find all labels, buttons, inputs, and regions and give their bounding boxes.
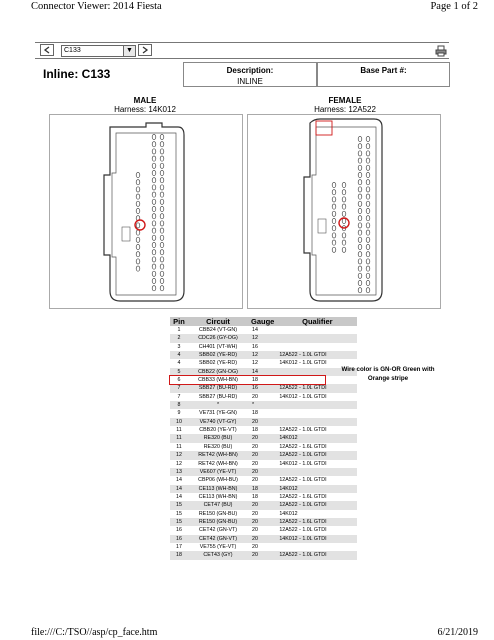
connector-pin	[358, 280, 362, 285]
connector-toolbar	[35, 42, 449, 59]
connector-pin	[332, 190, 336, 195]
circuit-column-header: Circuit	[188, 317, 248, 326]
chevron-down-icon[interactable]: ▼	[123, 46, 135, 56]
connector-pin	[366, 266, 370, 271]
connector-pin	[358, 151, 362, 156]
connector-pin	[136, 187, 140, 192]
connector-pin	[160, 156, 164, 161]
qualifier-cell	[277, 401, 357, 409]
table-row	[170, 426, 357, 434]
connector-pin	[152, 235, 156, 240]
connector-pin	[358, 223, 362, 228]
circuit-cell: RE320 (BU)	[188, 443, 248, 451]
pin-cell: 14	[170, 493, 188, 501]
connector-pin	[366, 180, 370, 185]
connector-pin	[160, 242, 164, 247]
pin-cell: 8	[170, 401, 188, 409]
connector-pin	[152, 286, 156, 291]
gauge-cell: 20	[248, 451, 277, 459]
qualifier-cell: 14K012	[277, 485, 357, 493]
connector-pin	[160, 286, 164, 291]
connector-pin	[342, 204, 346, 209]
connector-pin	[160, 142, 164, 147]
circuit-cell: *	[188, 401, 248, 409]
male-connector-panel	[49, 114, 243, 309]
connector-pin	[342, 233, 346, 238]
table-row	[170, 468, 357, 476]
circuit-cell: VE607 (YE-VT)	[188, 468, 248, 476]
pin-cell: 15	[170, 510, 188, 518]
connector-pin	[358, 259, 362, 264]
connector-pin	[342, 190, 346, 195]
connector-pin	[152, 185, 156, 190]
pin-cell: 9	[170, 409, 188, 417]
connector-pin	[136, 237, 140, 242]
connector-pin	[366, 223, 370, 228]
pin-cell: 2	[170, 334, 188, 342]
connector-pin	[160, 149, 164, 154]
gauge-cell: 20	[248, 434, 277, 442]
table-row	[170, 343, 357, 351]
connector-pin	[366, 273, 370, 278]
gauge-cell: 20	[248, 393, 277, 401]
connector-pin	[152, 199, 156, 204]
connector-pin	[358, 180, 362, 185]
connector-info-row	[35, 62, 449, 86]
connector-pin	[160, 228, 164, 233]
connector-pin	[332, 233, 336, 238]
connector-pin	[358, 158, 362, 163]
circuit-cell: RE150 (GN-BU)	[188, 510, 248, 518]
connector-pin	[136, 194, 140, 199]
connector-pin	[152, 142, 156, 147]
connector-pin	[358, 244, 362, 249]
gauge-cell: 18	[248, 409, 277, 417]
connector-pin	[358, 194, 362, 199]
table-row	[170, 510, 357, 518]
qualifier-column-header: Qualifier	[277, 317, 357, 326]
qualifier-cell: 12A522 - 1.0L GTDI	[277, 451, 357, 459]
connector-pin	[152, 250, 156, 255]
circuit-cell: CBB20 (YE-VT)	[188, 426, 248, 434]
table-row	[170, 418, 357, 426]
circuit-cell: CBP06 (WH-BU)	[188, 476, 248, 484]
table-row	[170, 443, 357, 451]
pin-cell: 13	[170, 468, 188, 476]
connector-pin	[152, 178, 156, 183]
gauge-cell: 16	[248, 384, 277, 392]
table-row	[170, 518, 357, 526]
connector-pin	[136, 201, 140, 206]
base-part-cell	[317, 62, 450, 87]
circuit-cell: SBB27 (BU-RD)	[188, 384, 248, 392]
connector-pin	[160, 250, 164, 255]
table-row	[170, 526, 357, 534]
circuit-cell: RE150 (GN-BU)	[188, 518, 248, 526]
connector-pin	[358, 165, 362, 170]
table-row	[170, 384, 357, 392]
connector-pin	[152, 242, 156, 247]
pin-cell: 4	[170, 351, 188, 359]
connector-pin	[160, 163, 164, 168]
connector-pin	[366, 187, 370, 192]
qualifier-cell: 12A522 - 1.6L GTDI	[277, 518, 357, 526]
male-connector-diagram	[50, 115, 242, 308]
connector-pin	[358, 288, 362, 293]
pin-cell: 11	[170, 426, 188, 434]
connector-pin	[160, 271, 164, 276]
connector-pin	[358, 172, 362, 177]
qualifier-cell: 14K012	[277, 434, 357, 442]
arrow-right-icon[interactable]	[138, 44, 152, 56]
description-label: Description:	[226, 66, 274, 75]
circuit-cell: CET42 (GN-VT)	[188, 526, 248, 534]
connector-pin	[358, 237, 362, 242]
connector-pin	[358, 201, 362, 206]
connector-select[interactable]	[61, 45, 136, 57]
connector-pin	[136, 244, 140, 249]
qualifier-cell: 12A522 - 1.0L GTDI	[277, 501, 357, 509]
qualifier-cell: 14K012 - 1.0L GTDI	[277, 535, 357, 543]
female-label: FEMALE	[328, 96, 362, 105]
pin-cell: 3	[170, 343, 188, 351]
qualifier-cell	[277, 343, 357, 351]
table-row	[170, 535, 357, 543]
connector-pin	[152, 264, 156, 269]
pin-cell: 11	[170, 434, 188, 442]
gauge-cell: 16	[248, 343, 277, 351]
connector-pin	[152, 214, 156, 219]
gauge-cell: 20	[248, 468, 277, 476]
qualifier-cell: 12A522 - 1.0L GTDI	[277, 476, 357, 484]
circuit-cell: RE320 (BU)	[188, 434, 248, 442]
connector-pin	[160, 170, 164, 175]
printer-icon[interactable]	[435, 44, 447, 56]
wire-color-note: Wire color is GN-OR Green with Orange stripe	[341, 366, 435, 382]
circuit-cell: CE113 (WH-BN)	[188, 485, 248, 493]
table-row	[170, 493, 357, 501]
male-header	[70, 96, 220, 114]
connector-pin	[160, 199, 164, 204]
qualifier-cell: 12A522 - 1.6L GTDI	[277, 443, 357, 451]
inline-title: Inline: C133	[43, 67, 111, 81]
circuit-cell: CET42 (GN-VT)	[188, 535, 248, 543]
pin-cell: 11	[170, 443, 188, 451]
connector-pin	[358, 273, 362, 278]
pin-cell: 14	[170, 476, 188, 484]
pin-table-header	[170, 317, 357, 326]
connector-pin	[358, 266, 362, 271]
connector-pin	[358, 252, 362, 257]
table-row	[170, 334, 357, 342]
gauge-cell: 20	[248, 476, 277, 484]
connector-pin	[332, 218, 336, 223]
connector-pin	[160, 192, 164, 197]
connector-pin	[358, 136, 362, 141]
pin-cell: 10	[170, 418, 188, 426]
connector-pin	[152, 271, 156, 276]
connector-pin	[366, 144, 370, 149]
connector-pin	[342, 197, 346, 202]
gauge-cell: 20	[248, 510, 277, 518]
connector-pin	[136, 223, 140, 228]
qualifier-cell: 12A522 - 1.0L GTDI	[277, 351, 357, 359]
description-cell	[183, 62, 317, 87]
arrow-left-icon[interactable]	[40, 44, 54, 56]
gauge-cell: 20	[248, 526, 277, 534]
table-row	[170, 434, 357, 442]
connector-pin	[366, 252, 370, 257]
connector-pin	[160, 264, 164, 269]
qualifier-cell	[277, 409, 357, 417]
female-connector-panel	[247, 114, 441, 309]
pin-cell: 1	[170, 326, 188, 334]
table-row	[170, 359, 357, 367]
connector-pin	[160, 214, 164, 219]
gauge-cell: 20	[248, 535, 277, 543]
connector-pin	[152, 228, 156, 233]
table-row	[170, 451, 357, 459]
connector-pin	[366, 194, 370, 199]
base-part-label: Base Part #:	[360, 66, 407, 75]
gauge-cell: 20	[248, 518, 277, 526]
table-row	[170, 326, 357, 334]
gauge-cell: 20	[248, 543, 277, 551]
qualifier-cell: 12A522 - 1.0L GTDI	[277, 426, 357, 434]
circuit-cell: CBB24 (VT-GN)	[188, 326, 248, 334]
pin-cell: 16	[170, 535, 188, 543]
connector-pin	[342, 218, 346, 223]
connector-pin	[152, 221, 156, 226]
table-row	[170, 393, 357, 401]
connector-pin	[152, 149, 156, 154]
gauge-cell: 14	[248, 326, 277, 334]
pin-cell: 7	[170, 384, 188, 392]
qualifier-cell	[277, 468, 357, 476]
connector-pin	[366, 288, 370, 293]
connector-pin	[136, 252, 140, 257]
gauge-cell: 12	[248, 351, 277, 359]
circuit-cell: CET47 (BU)	[188, 501, 248, 509]
gauge-cell: 18	[248, 493, 277, 501]
connector-pin	[160, 278, 164, 283]
table-row	[170, 351, 357, 359]
connector-pin	[136, 208, 140, 213]
connector-pin	[160, 134, 164, 139]
qualifier-cell: 14K012 - 1.0L GTDI	[277, 460, 357, 468]
connector-pin	[332, 182, 336, 187]
connector-pin	[152, 192, 156, 197]
table-row	[170, 401, 357, 409]
connector-pin	[358, 230, 362, 235]
qualifier-cell: 12A522 - 1.0L GTDI	[277, 384, 357, 392]
connector-pin	[366, 244, 370, 249]
connector-pin	[136, 259, 140, 264]
connector-pin	[332, 211, 336, 216]
connector-pin	[136, 266, 140, 271]
qualifier-cell	[277, 326, 357, 334]
circuit-cell: CET43 (GY)	[188, 551, 248, 559]
connector-pin	[366, 230, 370, 235]
qualifier-cell: 12A522 - 1.6L GTDI	[277, 493, 357, 501]
qualifier-cell: 12A522 - 1.0L GTDI	[277, 526, 357, 534]
gauge-cell: *	[248, 401, 277, 409]
qualifier-cell: 14K012 - 1.0L GTDI	[277, 393, 357, 401]
connector-pin	[366, 158, 370, 163]
table-row	[170, 551, 357, 559]
pin-cell: 12	[170, 451, 188, 459]
connector-pin	[358, 208, 362, 213]
connector-pin	[152, 170, 156, 175]
pin-cell: 12	[170, 460, 188, 468]
pin-cell: 16	[170, 526, 188, 534]
connector-pin	[342, 182, 346, 187]
page-footer-path: file:///C:/TSO//asp/cp_face.htm	[31, 627, 158, 638]
qualifier-cell: 14K012	[277, 510, 357, 518]
gauge-cell: 18	[248, 485, 277, 493]
female-harness: Harness: 12A522	[314, 105, 376, 114]
circuit-cell: CH401 (VT-WH)	[188, 343, 248, 351]
pin-cell: 14	[170, 485, 188, 493]
pin-cell: 17	[170, 543, 188, 551]
connector-pin	[342, 247, 346, 252]
connector-pin	[366, 201, 370, 206]
pin-cell: 4	[170, 359, 188, 367]
connector-pin	[160, 221, 164, 226]
description-value: INLINE	[237, 77, 263, 86]
connector-pin	[160, 235, 164, 240]
connector-pin	[366, 237, 370, 242]
circuit-cell: CDC26 (GY-OG)	[188, 334, 248, 342]
connector-pin	[342, 240, 346, 245]
gauge-column-header: Gauge	[248, 317, 277, 326]
connector-pin	[332, 247, 336, 252]
qualifier-cell	[277, 334, 357, 342]
connector-pin	[358, 144, 362, 149]
connector-pin	[136, 172, 140, 177]
page-header-title: Connector Viewer: 2014 Fiesta	[31, 1, 162, 12]
pin-cell: 18	[170, 551, 188, 559]
connector-pin	[366, 165, 370, 170]
connector-pin	[366, 216, 370, 221]
circuit-cell: RET42 (WH-BN)	[188, 460, 248, 468]
connector-pin	[342, 211, 346, 216]
circuit-cell: SBB02 (YE-RD)	[188, 351, 248, 359]
pin-table	[170, 317, 357, 560]
connector-pin	[332, 226, 336, 231]
male-harness: Harness: 14K012	[114, 105, 176, 114]
gauge-cell: 20	[248, 443, 277, 451]
pin-cell: 6	[170, 376, 188, 384]
qualifier-cell: 14K012 - 1.0L GTDI	[277, 359, 357, 367]
gauge-cell: 18	[248, 376, 277, 384]
circuit-cell: SBB02 (YE-RD)	[188, 359, 248, 367]
circuit-cell: CBB33 (WH-BN)	[188, 376, 248, 384]
gauge-cell: 20	[248, 418, 277, 426]
circuit-cell: CBB22 (GN-OG)	[188, 368, 248, 376]
connector-pin	[152, 278, 156, 283]
connector-pin	[366, 259, 370, 264]
circuit-cell: VE755 (YE-VT)	[188, 543, 248, 551]
connector-pin	[332, 240, 336, 245]
qualifier-cell: 12A522 - 1.0L GTDI	[277, 551, 357, 559]
male-label: MALE	[133, 96, 157, 105]
table-row	[170, 476, 357, 484]
connector-pin	[366, 208, 370, 213]
qualifier-cell	[277, 543, 357, 551]
connector-pin	[366, 280, 370, 285]
gauge-cell: 20	[248, 551, 277, 559]
connector-pin	[136, 180, 140, 185]
connector-pin	[152, 206, 156, 211]
gauge-cell: 20	[248, 501, 277, 509]
connector-pin	[152, 134, 156, 139]
circuit-cell: VE731 (YE-GN)	[188, 409, 248, 417]
circuit-cell: RET42 (WH-BN)	[188, 451, 248, 459]
connector-pin	[160, 178, 164, 183]
circuit-cell: VE740 (VT-GY)	[188, 418, 248, 426]
connector-pin	[332, 204, 336, 209]
gauge-cell: 14	[248, 368, 277, 376]
connector-pin	[332, 197, 336, 202]
connector-pin	[358, 187, 362, 192]
connector-pin	[160, 257, 164, 262]
female-connector-diagram	[248, 115, 440, 308]
pin-cell: 15	[170, 518, 188, 526]
gauge-cell: 18	[248, 426, 277, 434]
connector-pin	[160, 185, 164, 190]
table-row	[170, 409, 357, 417]
table-row	[170, 485, 357, 493]
gauge-cell: 12	[248, 334, 277, 342]
connector-select-value: C133	[64, 47, 81, 54]
connector-pin	[358, 216, 362, 221]
pin-cell: 15	[170, 501, 188, 509]
qualifier-cell	[277, 418, 357, 426]
table-row	[170, 460, 357, 468]
connector-pin	[152, 163, 156, 168]
table-row	[170, 543, 357, 551]
highlighted-row-outline	[169, 375, 326, 385]
table-row	[170, 501, 357, 509]
connector-pin	[136, 230, 140, 235]
connector-pin	[366, 136, 370, 141]
connector-pin	[160, 206, 164, 211]
gauge-cell: 20	[248, 460, 277, 468]
circuit-cell: SBB27 (BU-RD)	[188, 393, 248, 401]
connector-pin	[366, 172, 370, 177]
page-footer-date: 6/21/2019	[437, 627, 478, 638]
pin-column-header: Pin	[170, 317, 188, 326]
pin-cell: 7	[170, 393, 188, 401]
circuit-cell: CE113 (WH-BN)	[188, 493, 248, 501]
page-number: Page 1 of 2	[430, 1, 478, 12]
pin-cell: 5	[170, 368, 188, 376]
gauge-cell: 12	[248, 359, 277, 367]
connector-pin	[152, 156, 156, 161]
female-header	[270, 96, 420, 114]
connector-pin	[152, 257, 156, 262]
connector-pin	[366, 151, 370, 156]
